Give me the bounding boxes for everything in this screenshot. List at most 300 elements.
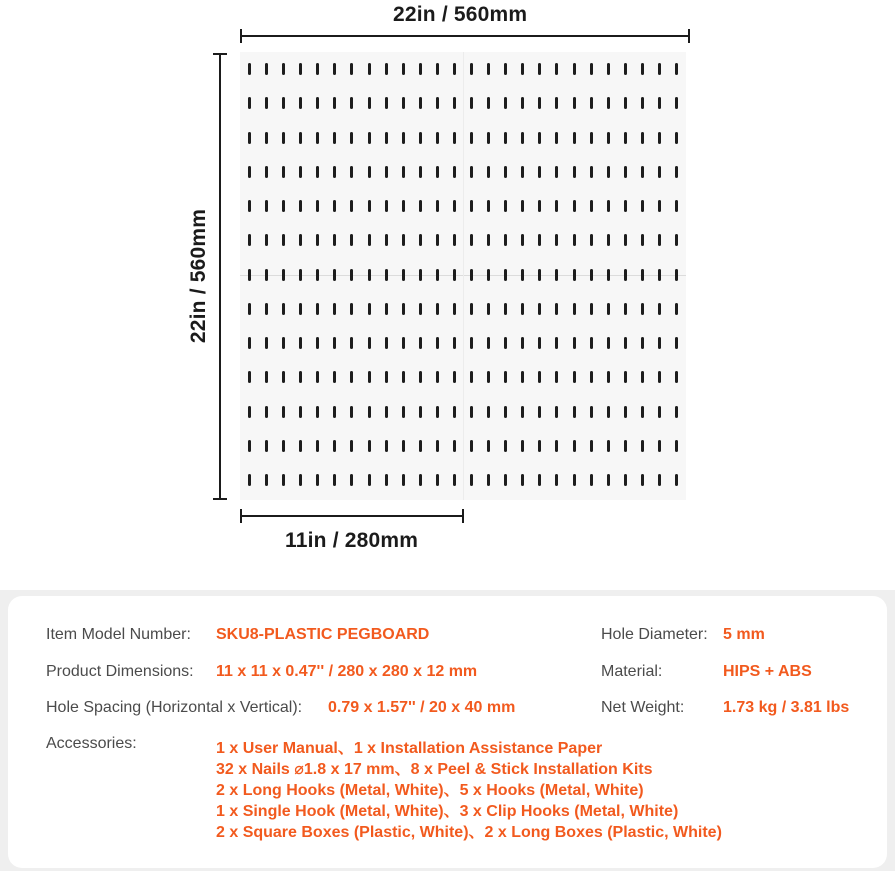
- pegboard-hole: [641, 371, 644, 383]
- panel-width-tick-right: [462, 509, 464, 523]
- height-dimension-tick-top: [213, 53, 227, 55]
- pegboard-hole: [248, 474, 251, 486]
- pegboard-hole: [607, 132, 610, 144]
- pegboard-hole: [299, 234, 302, 246]
- pegboard-hole: [487, 303, 490, 315]
- pegboard-hole: [333, 166, 336, 178]
- pegboard-hole: [316, 337, 319, 349]
- pegboard-hole: [419, 234, 422, 246]
- pegboard-hole: [385, 337, 388, 349]
- pegboard-hole: [248, 371, 251, 383]
- pegboard-hole: [316, 440, 319, 452]
- pegboard-hole: [555, 132, 558, 144]
- pegboard-hole: [299, 200, 302, 212]
- pegboard-hole: [282, 371, 285, 383]
- pegboard-hole: [607, 234, 610, 246]
- pegboard-hole: [641, 474, 644, 486]
- pegboard-hole: [282, 406, 285, 418]
- pegboard-hole: [333, 303, 336, 315]
- pegboard-hole: [555, 234, 558, 246]
- pegboard-hole: [282, 200, 285, 212]
- pegboard-hole: [350, 200, 353, 212]
- item-model-label: Item Model Number:: [46, 626, 191, 643]
- pegboard-hole: [555, 63, 558, 75]
- pegboard-hole: [368, 303, 371, 315]
- pegboard-hole: [453, 97, 456, 109]
- product-dimensions-label: Product Dimensions:: [46, 663, 194, 680]
- pegboard-hole: [521, 371, 524, 383]
- pegboard-hole: [333, 132, 336, 144]
- pegboard-hole: [675, 200, 678, 212]
- pegboard-hole: [521, 200, 524, 212]
- pegboard-hole: [555, 303, 558, 315]
- pegboard-hole: [624, 269, 627, 281]
- pegboard-hole: [624, 132, 627, 144]
- pegboard-hole: [350, 166, 353, 178]
- pegboard-hole: [624, 406, 627, 418]
- pegboard-hole: [282, 166, 285, 178]
- pegboard-hole: [675, 97, 678, 109]
- pegboard-hole: [368, 440, 371, 452]
- pegboard-hole: [624, 303, 627, 315]
- pegboard-hole: [436, 440, 439, 452]
- pegboard-hole: [316, 166, 319, 178]
- accessories-line: 1 x Single Hook (Metal, White)、3 x Clip Hooks (Metal, White): [216, 803, 679, 820]
- pegboard-hole: [658, 269, 661, 281]
- pegboard-hole: [248, 200, 251, 212]
- pegboard-hole: [265, 406, 268, 418]
- pegboard-hole: [436, 166, 439, 178]
- pegboard-hole: [385, 371, 388, 383]
- specifications-card: [8, 596, 887, 868]
- hole-spacing-value: 0.79 x 1.57'' / 20 x 40 mm: [328, 699, 516, 716]
- pegboard-hole: [350, 337, 353, 349]
- pegboard-hole: [299, 166, 302, 178]
- pegboard-hole: [368, 337, 371, 349]
- pegboard-hole: [453, 269, 456, 281]
- pegboard-hole: [385, 474, 388, 486]
- pegboard-hole: [265, 63, 268, 75]
- pegboard-hole: [675, 63, 678, 75]
- pegboard-hole: [368, 166, 371, 178]
- pegboard-hole: [402, 269, 405, 281]
- pegboard-hole: [419, 97, 422, 109]
- pegboard-hole: [538, 371, 541, 383]
- pegboard-hole: [590, 474, 593, 486]
- pegboard-hole: [453, 234, 456, 246]
- pegboard-hole: [282, 440, 285, 452]
- pegboard-hole: [487, 234, 490, 246]
- pegboard-hole: [402, 371, 405, 383]
- pegboard-hole: [573, 337, 576, 349]
- pegboard-hole: [641, 132, 644, 144]
- pegboard-hole: [607, 440, 610, 452]
- pegboard-hole: [470, 166, 473, 178]
- pegboard-hole: [521, 474, 524, 486]
- pegboard-hole: [282, 337, 285, 349]
- pegboard-hole: [590, 166, 593, 178]
- pegboard-hole: [385, 63, 388, 75]
- pegboard-hole: [538, 166, 541, 178]
- pegboard-hole: [419, 63, 422, 75]
- pegboard-hole: [470, 132, 473, 144]
- pegboard-hole: [436, 303, 439, 315]
- pegboard-hole: [470, 474, 473, 486]
- pegboard-hole: [675, 166, 678, 178]
- pegboard-hole: [333, 200, 336, 212]
- pegboard-hole: [624, 234, 627, 246]
- pegboard-hole: [624, 371, 627, 383]
- pegboard-hole: [573, 371, 576, 383]
- pegboard-hole: [299, 97, 302, 109]
- pegboard-hole: [419, 474, 422, 486]
- pegboard-hole: [624, 200, 627, 212]
- pegboard-hole: [282, 474, 285, 486]
- pegboard-hole: [470, 97, 473, 109]
- pegboard-hole: [368, 269, 371, 281]
- pegboard-hole: [504, 200, 507, 212]
- pegboard-hole: [521, 406, 524, 418]
- pegboard-hole: [555, 269, 558, 281]
- pegboard-hole: [675, 132, 678, 144]
- pegboard-hole: [436, 132, 439, 144]
- pegboard-hole: [675, 474, 678, 486]
- pegboard-hole: [487, 406, 490, 418]
- pegboard-hole: [538, 440, 541, 452]
- pegboard-hole: [402, 166, 405, 178]
- pegboard-hole: [436, 97, 439, 109]
- pegboard-hole: [333, 337, 336, 349]
- pegboard-hole: [641, 440, 644, 452]
- pegboard-hole: [538, 337, 541, 349]
- pegboard-hole: [521, 440, 524, 452]
- pegboard-hole: [316, 474, 319, 486]
- pegboard-hole: [436, 63, 439, 75]
- pegboard-hole: [350, 63, 353, 75]
- pegboard-hole: [658, 166, 661, 178]
- pegboard-hole: [419, 269, 422, 281]
- pegboard-hole: [658, 406, 661, 418]
- pegboard-panel: [240, 52, 686, 500]
- pegboard-hole: [470, 337, 473, 349]
- pegboard-hole: [538, 234, 541, 246]
- pegboard-hole: [590, 440, 593, 452]
- pegboard-hole: [590, 63, 593, 75]
- pegboard-hole: [521, 132, 524, 144]
- pegboard-hole: [248, 440, 251, 452]
- pegboard-hole: [299, 132, 302, 144]
- pegboard-hole: [316, 132, 319, 144]
- pegboard-hole: [504, 371, 507, 383]
- pegboard-hole: [419, 200, 422, 212]
- pegboard-hole: [453, 200, 456, 212]
- pegboard-hole: [504, 269, 507, 281]
- pegboard-hole: [504, 474, 507, 486]
- accessories-line: 32 x Nails ⌀1.8 x 17 mm、8 x Peel & Stick Installation Kits: [216, 761, 653, 778]
- panel-width-dimension-label: 11in / 280mm: [285, 529, 419, 552]
- pegboard-hole: [624, 97, 627, 109]
- pegboard-hole: [333, 97, 336, 109]
- pegboard-hole: [658, 234, 661, 246]
- pegboard-hole: [538, 63, 541, 75]
- width-dimension-line: [240, 35, 690, 37]
- pegboard-hole: [265, 474, 268, 486]
- pegboard-hole: [641, 63, 644, 75]
- pegboard-hole: [555, 166, 558, 178]
- item-model-value: SKU8-PLASTIC PEGBOARD: [216, 626, 430, 643]
- pegboard-hole: [385, 97, 388, 109]
- pegboard-hole: [607, 269, 610, 281]
- pegboard-hole: [368, 97, 371, 109]
- pegboard-hole: [265, 371, 268, 383]
- pegboard-hole: [248, 303, 251, 315]
- pegboard-hole: [333, 474, 336, 486]
- pegboard-hole: [487, 474, 490, 486]
- pegboard-hole: [590, 406, 593, 418]
- width-dimension-tick-right: [688, 29, 690, 43]
- pegboard-hole: [538, 132, 541, 144]
- pegboard-hole: [316, 234, 319, 246]
- pegboard-hole: [282, 269, 285, 281]
- pegboard-hole: [607, 474, 610, 486]
- pegboard-hole: [248, 337, 251, 349]
- pegboard-hole: [436, 337, 439, 349]
- pegboard-hole: [436, 406, 439, 418]
- pegboard-hole: [299, 63, 302, 75]
- pegboard-hole: [590, 200, 593, 212]
- pegboard-hole: [675, 440, 678, 452]
- pegboard-hole: [385, 406, 388, 418]
- pegboard-hole: [282, 234, 285, 246]
- pegboard-hole: [419, 166, 422, 178]
- pegboard-hole: [521, 337, 524, 349]
- pegboard-hole: [368, 200, 371, 212]
- pegboard-hole: [607, 97, 610, 109]
- pegboard-hole: [316, 200, 319, 212]
- height-dimension-line: [219, 54, 221, 500]
- pegboard-hole: [265, 166, 268, 178]
- pegboard-hole: [504, 337, 507, 349]
- pegboard-hole: [573, 303, 576, 315]
- pegboard-hole: [299, 371, 302, 383]
- pegboard-hole: [573, 97, 576, 109]
- pegboard-vertical-seam: [463, 52, 464, 500]
- pegboard-hole: [453, 474, 456, 486]
- pegboard-hole: [675, 269, 678, 281]
- pegboard-hole: [641, 337, 644, 349]
- pegboard-hole: [419, 132, 422, 144]
- pegboard-hole: [333, 371, 336, 383]
- pegboard-hole: [470, 406, 473, 418]
- pegboard-hole: [590, 303, 593, 315]
- pegboard-hole: [436, 474, 439, 486]
- pegboard-hole: [470, 63, 473, 75]
- pegboard-hole: [675, 303, 678, 315]
- pegboard-hole: [453, 303, 456, 315]
- pegboard-hole: [487, 97, 490, 109]
- pegboard-hole: [385, 200, 388, 212]
- pegboard-hole: [675, 337, 678, 349]
- pegboard-hole: [658, 440, 661, 452]
- pegboard-hole: [385, 166, 388, 178]
- pegboard-hole: [299, 337, 302, 349]
- pegboard-hole: [658, 97, 661, 109]
- pegboard-hole: [419, 440, 422, 452]
- pegboard-hole: [265, 200, 268, 212]
- pegboard-hole: [470, 440, 473, 452]
- pegboard-hole: [573, 166, 576, 178]
- pegboard-hole: [402, 97, 405, 109]
- pegboard-hole: [248, 97, 251, 109]
- accessories-line: 1 x User Manual、1 x Installation Assistance Paper: [216, 740, 603, 757]
- pegboard-hole: [487, 63, 490, 75]
- pegboard-hole: [487, 166, 490, 178]
- pegboard-hole: [470, 371, 473, 383]
- pegboard-hole: [436, 371, 439, 383]
- pegboard-hole: [487, 269, 490, 281]
- pegboard-hole: [436, 269, 439, 281]
- pegboard-hole: [504, 234, 507, 246]
- width-dimension-tick-left: [240, 29, 242, 43]
- pegboard-hole: [248, 406, 251, 418]
- pegboard-hole: [607, 166, 610, 178]
- pegboard-hole: [265, 132, 268, 144]
- height-dimension-tick-bottom: [213, 498, 227, 500]
- pegboard-hole: [299, 406, 302, 418]
- pegboard-hole: [624, 474, 627, 486]
- pegboard-hole: [385, 269, 388, 281]
- pegboard-hole: [590, 234, 593, 246]
- pegboard-hole: [368, 234, 371, 246]
- pegboard-hole: [333, 269, 336, 281]
- pegboard-hole: [350, 440, 353, 452]
- pegboard-hole: [521, 269, 524, 281]
- pegboard-hole: [624, 337, 627, 349]
- pegboard-hole: [316, 269, 319, 281]
- pegboard-hole: [521, 303, 524, 315]
- net-weight-label: Net Weight:: [601, 699, 685, 716]
- pegboard-hole: [641, 234, 644, 246]
- pegboard-hole: [521, 63, 524, 75]
- pegboard-hole: [555, 440, 558, 452]
- hole-diameter-value: 5 mm: [723, 626, 765, 643]
- pegboard-hole: [675, 371, 678, 383]
- pegboard-hole: [538, 303, 541, 315]
- pegboard-hole: [299, 474, 302, 486]
- pegboard-hole: [573, 406, 576, 418]
- pegboard-hole: [658, 132, 661, 144]
- pegboard-hole: [385, 303, 388, 315]
- pegboard-hole: [248, 63, 251, 75]
- pegboard-hole: [573, 63, 576, 75]
- accessories-line: 2 x Square Boxes (Plastic, White)、2 x Long Boxes (Plastic, White): [216, 824, 722, 841]
- pegboard-hole: [658, 63, 661, 75]
- pegboard-hole: [641, 166, 644, 178]
- pegboard-hole: [641, 406, 644, 418]
- pegboard-hole: [641, 200, 644, 212]
- pegboard-hole: [385, 234, 388, 246]
- pegboard-hole: [624, 440, 627, 452]
- panel-width-dimension-line: [240, 515, 464, 517]
- pegboard-hole: [573, 234, 576, 246]
- pegboard-hole: [436, 234, 439, 246]
- accessories-label: Accessories:: [46, 735, 137, 752]
- pegboard-hole: [419, 337, 422, 349]
- pegboard-hole: [555, 97, 558, 109]
- pegboard-hole: [641, 269, 644, 281]
- pegboard-hole: [555, 200, 558, 212]
- pegboard-hole: [555, 474, 558, 486]
- hole-diameter-label: Hole Diameter:: [601, 626, 708, 643]
- pegboard-hole: [350, 97, 353, 109]
- pegboard-hole: [368, 371, 371, 383]
- pegboard-hole: [487, 440, 490, 452]
- pegboard-hole: [368, 474, 371, 486]
- hole-spacing-label: Hole Spacing (Horizontal x Vertical):: [46, 699, 303, 716]
- pegboard-hole: [607, 371, 610, 383]
- pegboard-hole: [555, 371, 558, 383]
- pegboard-hole: [555, 337, 558, 349]
- pegboard-hole: [573, 474, 576, 486]
- pegboard-hole: [573, 200, 576, 212]
- pegboard-hole: [538, 406, 541, 418]
- pegboard-hole: [470, 200, 473, 212]
- material-label: Material:: [601, 663, 663, 680]
- pegboard-hole: [555, 406, 558, 418]
- pegboard-hole: [470, 234, 473, 246]
- pegboard-hole: [658, 337, 661, 349]
- pegboard-hole: [350, 371, 353, 383]
- pegboard-hole: [624, 166, 627, 178]
- pegboard-hole: [368, 132, 371, 144]
- pegboard-hole: [658, 200, 661, 212]
- pegboard-hole: [590, 371, 593, 383]
- pegboard-hole: [419, 371, 422, 383]
- pegboard-hole: [607, 337, 610, 349]
- pegboard-hole: [538, 200, 541, 212]
- pegboard-hole: [265, 97, 268, 109]
- pegboard-hole: [641, 97, 644, 109]
- pegboard-hole: [607, 63, 610, 75]
- pegboard-hole: [282, 97, 285, 109]
- pegboard-hole: [590, 337, 593, 349]
- pegboard-hole: [538, 97, 541, 109]
- pegboard-hole: [368, 63, 371, 75]
- pegboard-hole: [402, 200, 405, 212]
- pegboard-hole: [538, 474, 541, 486]
- pegboard-hole: [265, 234, 268, 246]
- pegboard-hole: [402, 440, 405, 452]
- panel-width-tick-left: [240, 509, 242, 523]
- pegboard-hole: [658, 474, 661, 486]
- pegboard-hole: [504, 303, 507, 315]
- pegboard-hole: [248, 166, 251, 178]
- pegboard-hole: [504, 63, 507, 75]
- pegboard-hole: [453, 337, 456, 349]
- product-dimensions-value: 11 x 11 x 0.47'' / 280 x 280 x 12 mm: [216, 663, 478, 680]
- pegboard-hole: [402, 337, 405, 349]
- pegboard-hole: [487, 200, 490, 212]
- accessories-line: 2 x Long Hooks (Metal, White)、5 x Hooks (Metal, White): [216, 782, 644, 799]
- pegboard-hole: [419, 303, 422, 315]
- pegboard-hole: [402, 63, 405, 75]
- pegboard-hole: [607, 406, 610, 418]
- pegboard-hole: [316, 303, 319, 315]
- pegboard-hole: [282, 63, 285, 75]
- pegboard-hole: [453, 406, 456, 418]
- pegboard-hole: [333, 63, 336, 75]
- pegboard-hole: [504, 132, 507, 144]
